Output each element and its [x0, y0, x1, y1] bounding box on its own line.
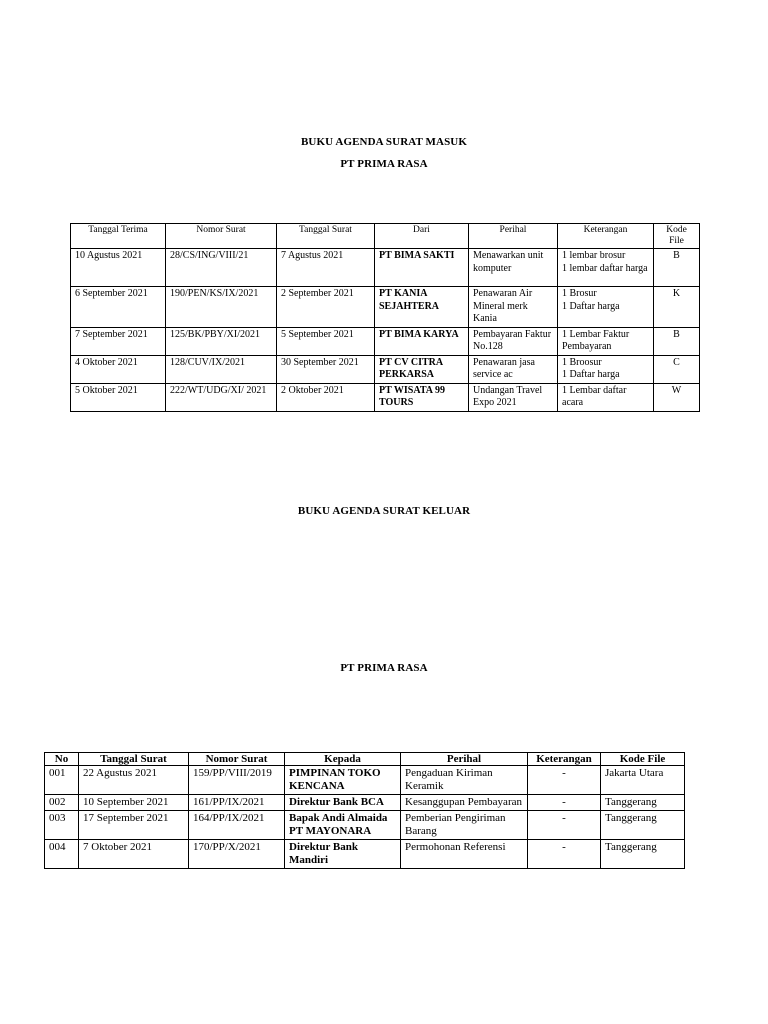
column-header: Tanggal Surat [277, 224, 375, 249]
keterangan-line: 1 Daftar harga [562, 369, 620, 380]
table-row [45, 840, 685, 869]
tanggal-surat-cell: 7 Agustus 2021 [277, 249, 375, 287]
column-header: Tanggal Terima [71, 224, 166, 249]
no-cell: 003 [45, 811, 79, 840]
no-cell: 004 [45, 840, 79, 869]
surat-masuk-table [70, 223, 700, 412]
keterangan-line: 1 Broosur [562, 356, 602, 368]
kode-file-cell: Jakarta Utara [601, 766, 685, 795]
nomor-surat-cell: 170/PP/X/2021 [189, 840, 285, 869]
kode-file-cell: W [654, 383, 700, 411]
column-header: No [45, 753, 79, 766]
masuk-title: BUKU AGENDA SURAT MASUK [301, 136, 467, 148]
tanggal-terima-cell: 6 September 2021 [71, 287, 166, 328]
nomor-surat-cell: 164/PP/IX/2021 [189, 811, 285, 840]
dari-cell: PT BIMA KARYA [375, 327, 469, 355]
table-row [71, 383, 700, 411]
kode-file-cell: K [654, 287, 700, 328]
keterangan-line: 1 Brosur [562, 288, 597, 299]
kode-file-cell: Tanggerang [601, 795, 685, 811]
keterangan-cell: - [528, 795, 601, 811]
keterangan-line: 1 Daftar harga [562, 300, 620, 312]
table-row [71, 249, 700, 287]
perihal-cell: Pembayaran Faktur No.128 [469, 327, 558, 355]
dari-cell: PT BIMA SAKTI [375, 249, 469, 287]
table-row [71, 287, 700, 328]
table-header-row [71, 224, 700, 249]
tanggal-surat-cell: 22 Agustus 2021 [79, 766, 189, 795]
kode-file-cell: B [654, 327, 700, 355]
perihal-cell: Penawaran jasa service ac [469, 355, 558, 383]
column-header: Keterangan [558, 224, 654, 249]
keterangan-cell [558, 383, 654, 411]
nomor-surat-cell: 125/BK/PBY/XI/2021 [166, 327, 277, 355]
perihal-cell: Pemberian Pengiriman Barang [401, 811, 528, 840]
keterangan-cell: - [528, 766, 601, 795]
keterangan-line: 1 Lembar daftar acara [562, 384, 627, 408]
tanggal-surat-cell: 7 Oktober 2021 [79, 840, 189, 869]
keterangan-cell [558, 355, 654, 383]
perihal-cell: Undangan Travel Expo 2021 [469, 383, 558, 411]
kepada-cell: Bapak Andi Almaida PT MAYONARA [285, 811, 401, 840]
table-row [45, 766, 685, 795]
tanggal-terima-cell: 7 September 2021 [71, 327, 166, 355]
nomor-surat-cell: 222/WT/UDG/XI/ 2021 [166, 383, 277, 411]
nomor-surat-cell: 128/CUV/IX/2021 [166, 355, 277, 383]
table-row [71, 355, 700, 383]
dari-cell: PT KANIA SEJAHTERA [375, 287, 469, 328]
keterangan-cell: - [528, 811, 601, 840]
dari-cell: PT CV CITRA PERKARSA [375, 355, 469, 383]
nomor-surat-cell: 161/PP/IX/2021 [189, 795, 285, 811]
table-header-row [45, 753, 685, 766]
kode-file-cell: Tanggerang [601, 840, 685, 869]
no-cell: 001 [45, 766, 79, 795]
nomor-surat-cell: 159/PP/VIII/2019 [189, 766, 285, 795]
keterangan-cell [558, 249, 654, 287]
column-header: Perihal [401, 753, 528, 766]
keterangan-cell: - [528, 840, 601, 869]
kepada-cell: PIMPINAN TOKO KENCANA [285, 766, 401, 795]
tanggal-surat-cell: 5 September 2021 [277, 327, 375, 355]
table-row [45, 795, 685, 811]
kode-file-cell: Tanggerang [601, 811, 685, 840]
tanggal-surat-cell: 17 September 2021 [79, 811, 189, 840]
tanggal-terima-cell: 10 Agustus 2021 [71, 249, 166, 287]
column-header: Kode File [654, 224, 700, 249]
keterangan-cell [558, 327, 654, 355]
perihal-cell: Kesanggupan Pembayaran [401, 795, 528, 811]
tanggal-terima-cell: 5 Oktober 2021 [71, 383, 166, 411]
nomor-surat-cell: 190/PEN/KS/IX/2021 [166, 287, 277, 328]
tanggal-terima-cell: 4 Oktober 2021 [71, 355, 166, 383]
perihal-cell: Penawaran Air Mineral merk Kania [469, 287, 558, 328]
surat-keluar-table [44, 752, 685, 869]
no-cell: 002 [45, 795, 79, 811]
column-header: Kepada [285, 753, 401, 766]
nomor-surat-cell: 28/CS/ING/VIII/21 [166, 249, 277, 287]
tanggal-surat-cell: 2 Oktober 2021 [277, 383, 375, 411]
tanggal-surat-cell: 10 September 2021 [79, 795, 189, 811]
keterangan-cell [558, 287, 654, 328]
column-header: Tanggal Surat [79, 753, 189, 766]
table-row [71, 327, 700, 355]
column-header: Dari [375, 224, 469, 249]
kode-file-cell: B [654, 249, 700, 287]
kepada-cell: Direktur Bank BCA [285, 795, 401, 811]
masuk-company: PT PRIMA RASA [340, 158, 428, 170]
dari-cell: PT WISATA 99 TOURS [375, 383, 469, 411]
keluar-title: BUKU AGENDA SURAT KELUAR [297, 505, 471, 517]
keterangan-line: 1 lembar daftar harga [562, 262, 648, 274]
table-row [45, 811, 685, 840]
keterangan-line: 1 lembar brosur [562, 250, 626, 261]
keterangan-line: 1 Lembar Faktur Pembayaran [562, 328, 630, 352]
column-header: Nomor Surat [189, 753, 285, 766]
tanggal-surat-cell: 30 September 2021 [277, 355, 375, 383]
keluar-company: PT PRIMA RASA [340, 662, 428, 674]
perihal-cell: Menawarkan unit komputer [469, 249, 558, 287]
kode-file-cell: C [654, 355, 700, 383]
kepada-cell: Direktur Bank Mandiri [285, 840, 401, 869]
perihal-cell: Pengaduan Kiriman Keramik [401, 766, 528, 795]
tanggal-surat-cell: 2 September 2021 [277, 287, 375, 328]
column-header: Perihal [469, 224, 558, 249]
column-header: Keterangan [528, 753, 601, 766]
perihal-cell: Permohonan Referensi [401, 840, 528, 869]
column-header: Kode File [601, 753, 685, 766]
column-header: Nomor Surat [166, 224, 277, 249]
